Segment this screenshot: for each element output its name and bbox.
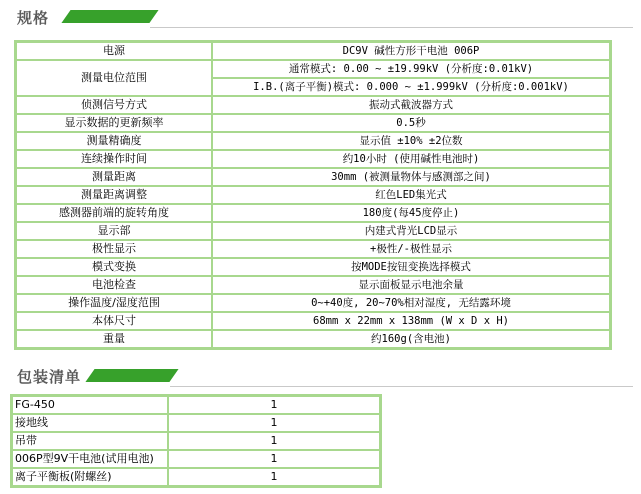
- spec-label: 侦测信号方式: [16, 96, 212, 114]
- pack-qty: 1: [168, 468, 380, 486]
- pack-item: 接地线: [12, 414, 168, 432]
- pack-header-accent: [85, 369, 178, 382]
- spec-row: [16, 276, 610, 294]
- pack-item: 离子平衡板(附螺丝): [12, 468, 168, 486]
- pack-section-header: [0, 363, 641, 389]
- pack-item: 吊带: [12, 432, 168, 450]
- spec-value: 约10小时 (使用碱性电池时): [212, 150, 610, 168]
- spec-row: [16, 204, 610, 222]
- spec-section-header: [0, 4, 641, 30]
- pack-section-title: 包装清单: [17, 368, 82, 386]
- spec-value: 0.5秒: [212, 114, 610, 132]
- spec-row: [16, 330, 610, 348]
- spec-row: [16, 294, 610, 312]
- spec-value: DC9V 碱性方形干电池 006P: [212, 42, 610, 60]
- spec-value: 内建式背光LCD显示: [212, 222, 610, 240]
- spec-value: I.B.(离子平衡)模式: 0.000 ~ ±1.999kV (分析度:0.001kV): [212, 78, 610, 96]
- spec-row: [16, 132, 610, 150]
- pack-table: [10, 394, 382, 488]
- spec-value: 通常模式: 0.00 ~ ±19.99kV (分析度:0.01kV): [212, 60, 610, 78]
- spec-value: 约160g(含电池): [212, 330, 610, 348]
- spec-label: 重量: [16, 330, 212, 348]
- pack-qty: 1: [168, 450, 380, 468]
- pack-header-rule: [170, 386, 633, 387]
- spec-label: 测量距离: [16, 168, 212, 186]
- spec-row: [16, 96, 610, 114]
- spec-table: [14, 40, 612, 350]
- spec-row: [16, 42, 610, 60]
- spec-row: [16, 312, 610, 330]
- pack-item: 006P型9V干电池(试用电池): [12, 450, 168, 468]
- spec-header-accent: [61, 10, 158, 23]
- spec-label: 本体尺寸: [16, 312, 212, 330]
- pack-row: [12, 414, 380, 432]
- spec-label: 电池检查: [16, 276, 212, 294]
- spec-section-title: 规格: [17, 9, 50, 27]
- spec-label: 极性显示: [16, 240, 212, 258]
- spec-row: [16, 150, 610, 168]
- pack-row: [12, 396, 380, 414]
- spec-label: 显示部: [16, 222, 212, 240]
- pack-row: [12, 450, 380, 468]
- spec-label: 操作温度/湿度范围: [16, 294, 212, 312]
- spec-row: [16, 222, 610, 240]
- spec-value: 68mm x 22mm x 138mm (W x D x H): [212, 312, 610, 330]
- spec-label: 连续操作时间: [16, 150, 212, 168]
- spec-label: 模式变换: [16, 258, 212, 276]
- pack-qty: 1: [168, 414, 380, 432]
- spec-label: 测量电位范围: [16, 60, 212, 96]
- spec-value: 按MODE按钮变换选择模式: [212, 258, 610, 276]
- pack-qty: 1: [168, 396, 380, 414]
- spec-value: 0~+40度, 20~70%相对湿度, 无结露环境: [212, 294, 610, 312]
- spec-header-rule: [150, 27, 633, 28]
- spec-value: +极性/-极性显示: [212, 240, 610, 258]
- pack-item: FG-450: [12, 396, 168, 414]
- spec-row: [16, 60, 610, 78]
- spec-label: 显示数据的更新频率: [16, 114, 212, 132]
- spec-label: 感测器前端的旋转角度: [16, 204, 212, 222]
- spec-value: 显示值 ±10% ±2位数: [212, 132, 610, 150]
- spec-row: [16, 168, 610, 186]
- spec-value: 显示面板显示电池余量: [212, 276, 610, 294]
- spec-row: [16, 258, 610, 276]
- spec-value: 180度(每45度停止): [212, 204, 610, 222]
- spec-label: 测量距离调整: [16, 186, 212, 204]
- pack-row: [12, 468, 380, 486]
- spec-label: 电源: [16, 42, 212, 60]
- spec-value: 振动式截波器方式: [212, 96, 610, 114]
- spec-value: 30mm (被测量物体与感测部之间): [212, 168, 610, 186]
- spec-row: [16, 114, 610, 132]
- spec-row: [16, 186, 610, 204]
- pack-qty: 1: [168, 432, 380, 450]
- spec-row: [16, 240, 610, 258]
- spec-value: 红色LED集光式: [212, 186, 610, 204]
- pack-row: [12, 432, 380, 450]
- spec-label: 测量精确度: [16, 132, 212, 150]
